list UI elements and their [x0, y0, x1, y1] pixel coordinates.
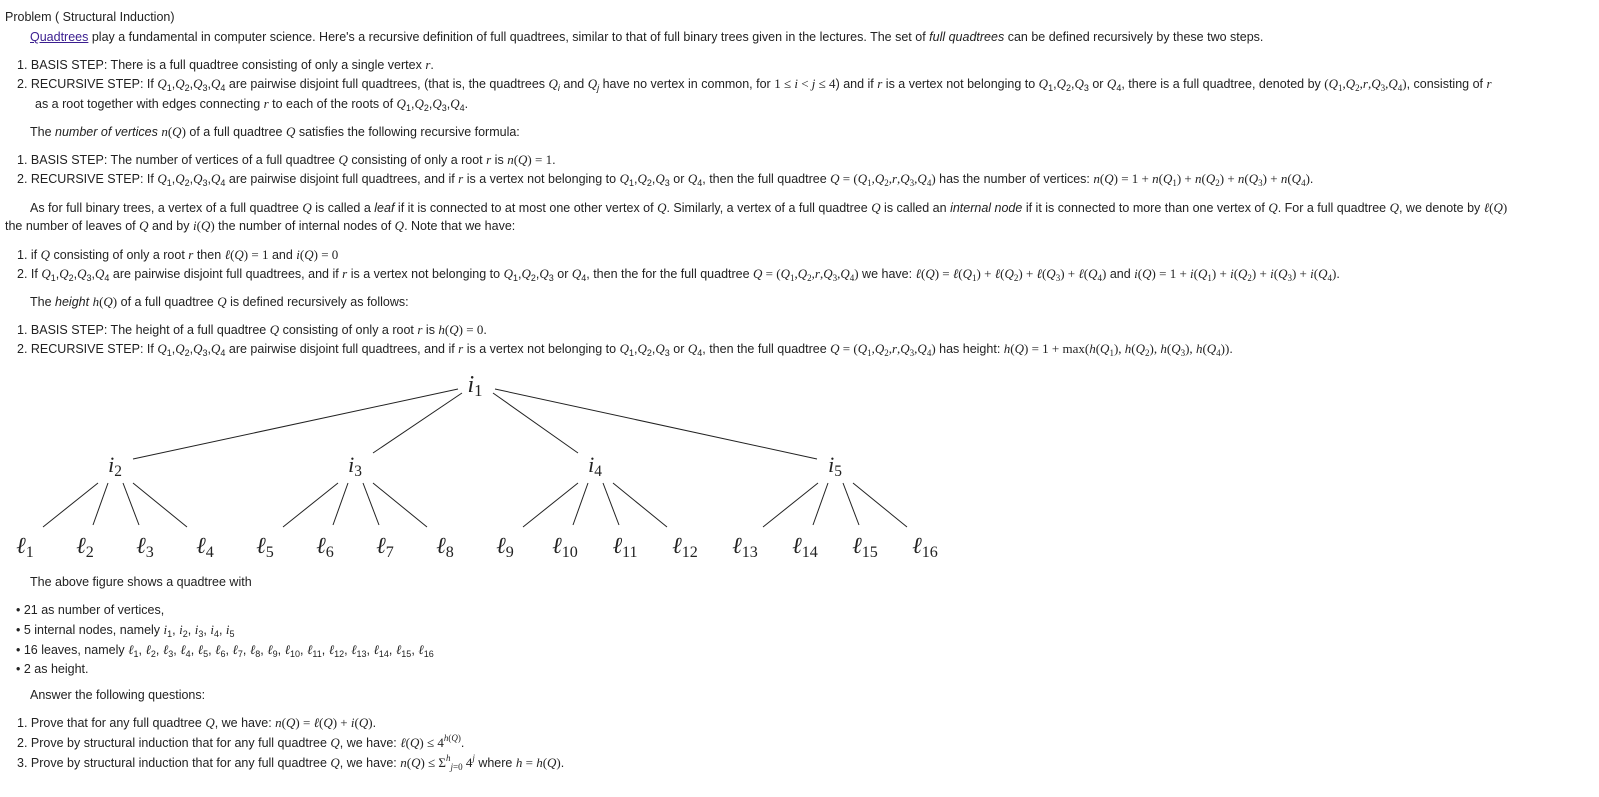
edge-root-i4	[493, 393, 578, 453]
edge-i2-leaf4	[133, 483, 187, 527]
edge-root-i5	[495, 389, 817, 459]
edge-i3-leaf7	[363, 483, 379, 525]
edge-i4-leaf12	[613, 483, 667, 527]
question-1-render: 1. Prove that for any full quadtree Q, we have: n(Q) = ℓ(Q) + i(Q).	[17, 715, 377, 730]
leaves-item-2-render: 2. If $Q_1,Q_2,Q_3,Q_4$ are pairwise disjoint full quadtrees, and if r is a vertex not belonging to $Q_1,Q_2,Q_3$ or $Q_4$, then the for the full quadtree $Q = (Q_1,Q_2,r,Q_3,Q_4)$ we have: ℓ(Q) = $\ell(Q_1)$ + $\ell(Q_2)$ + $\ell(Q_3)$ + $\ell(Q_4)$ and $i(Q) = 1 + i(Q_1) + i(Q_2) + i(Q_3) + i(Q_4)$.	[17, 266, 1340, 283]
summary-item-internal: • 5 internal nodes, namely $i_1$, $i_2$, $i_3$, $i_4$, $i_5$	[16, 622, 235, 639]
node-leaf-4: ℓ4	[196, 533, 214, 561]
node-leaf-6: ℓ6	[316, 533, 334, 561]
tree-labels	[16, 372, 938, 561]
node-root: i1	[467, 372, 483, 400]
summary-intro: The above figure shows a quadtree with	[30, 575, 252, 589]
node-leaf-1: ℓ1	[16, 533, 34, 561]
summary-item-leaves: • 16 leaves, namely ℓ$_1$, ℓ$_2$, ℓ$_3$, ℓ$_4$, ℓ$_5$, ℓ$_6$, ℓ$_7$, ℓ$_8$, ℓ$_9$, ℓ$_{10}$, ℓ$_{11}$, ℓ$_{12}$, ℓ$_{13}$, ℓ$_{14}$, ℓ$_{15}$, ℓ$_{16}$	[16, 642, 434, 659]
node-internal-3: i3	[348, 452, 362, 480]
height-intro-render: The height h(Q) of a full quadtree Q is defined recursively as follows:	[30, 294, 409, 309]
edge-i3-leaf6	[333, 483, 348, 525]
summary-list	[16, 601, 434, 679]
vertices-intro-render: The number of vertices n(Q) of a full quadtree Q satisfies the following recursive formula:	[30, 124, 520, 139]
edge-root-i3	[373, 393, 462, 453]
vertices-basis-render: 1. BASIS STEP: The number of vertices of a full quadtree Q consisting of only a root r is n(Q) = 1.	[17, 152, 556, 167]
node-leaf-5: ℓ5	[256, 533, 274, 561]
node-leaf-15: ℓ15	[852, 533, 878, 561]
summary-item-height: • 2 as height.	[16, 662, 89, 676]
def-recursive-step-render: 2. RECURSIVE STEP: If $Q_1,Q_2,Q_3,Q_4$ are pairwise disjoint full quadtrees, (that is, the quadtrees $Q_i$ and $Q_j$ have no vertex in common, for 1 ≤ i < j ≤ 4) and if r is a vertex not belonging to $Q_1,Q_2,Q_3$ or $Q_4$, there is a full quadtree, denoted by $(Q_1,Q_2,r,Q_3,Q_4)$, consisting of r	[17, 76, 1492, 93]
node-leaf-8: ℓ8	[436, 533, 454, 561]
edge-i5-leaf15	[843, 483, 859, 525]
edge-i2-leaf3	[123, 483, 139, 525]
node-leaf-16: ℓ16	[912, 533, 938, 561]
intro-text-1: play a fundamental in computer science. Here's a recursive definition of full quadtrees, similar to that of full binary trees given in the lectures. The set of	[88, 30, 930, 44]
def-basis-step-render: 1. BASIS STEP: There is a full quadtree consisting of only a single vertex r.	[17, 57, 434, 72]
node-internal-2: i2	[108, 452, 122, 480]
edge-i4-leaf10	[573, 483, 588, 525]
def-recursive-step-render-2: as a root together with edges connecting r to each of the roots of $Q_1,Q_2,Q_3,Q_4$.	[35, 96, 469, 113]
height-rec-render: 2. RECURSIVE STEP: If $Q_1,Q_2,Q_3,Q_4$ are pairwise disjoint full quadtrees, and if r is a vertex not belonging to $Q_1,Q_2,Q_3$ or $Q_4$, then the full quadtree $Q = (Q_1,Q_2,r,Q_3,Q_4)$ has height: $h(Q) = 1 + \max(h(Q_1)$, $h(Q_2)$, $h(Q_3)$, $h(Q_4)$).	[17, 341, 1233, 358]
question-2-render: 2. Prove by structural induction that for any full quadtree Q, we have: ℓ(Q) ≤ $4^{h(Q)}$.	[17, 733, 465, 750]
edge-i3-leaf8	[373, 483, 427, 527]
leaves-item-1-render: 1. if Q consisting of only a root r then ℓ(Q) = 1 and i(Q) = 0	[17, 247, 339, 262]
questions-intro: Answer the following questions:	[30, 688, 206, 702]
vertices-rec-render: 2. RECURSIVE STEP: If $Q_1,Q_2,Q_3,Q_4$ are pairwise disjoint full quadtrees, and if r is a vertex not belonging to $Q_1,Q_2,Q_3$ or $Q_4$, then the full quadtree $Q = (Q_1,Q_2,r,Q_3,Q_4)$ has the number of vertices: $n(Q) = 1 + n(Q_1) + n(Q_2) + n(Q_3) + n(Q_4)$.	[17, 171, 1314, 188]
node-leaf-14: ℓ14	[792, 533, 818, 561]
edge-i2-leaf1	[43, 483, 98, 527]
edge-i5-leaf16	[853, 483, 907, 527]
node-leaf-12: ℓ12	[672, 533, 698, 561]
leaves-paragraph-render: As for full binary trees, a vertex of a full quadtree Q is called a leaf if it is connected to at most one other vertex of Q. Similarly, a vertex of a full quadtree Q is called an internal node if it is connected to more than one vertex of Q. For a full quadtree Q, we denote by ℓ(Q) the number of leaves of Q and by i(Q) the number of internal nodes of Q. Note that we have:	[5, 200, 1508, 233]
edge-i4-leaf11	[603, 483, 619, 525]
summary-item-vertices: • 21 as number of vertices,	[16, 603, 165, 617]
node-leaf-7: ℓ7	[376, 533, 394, 561]
node-internal-5: i5	[828, 452, 842, 480]
intro-emphasis: full quadtrees	[929, 30, 1005, 44]
edge-root-i2	[133, 389, 458, 459]
edge-i4-leaf9	[523, 483, 578, 527]
intro-paragraph	[30, 29, 1263, 46]
height-basis-render: 1. BASIS STEP: The height of a full quadtree Q consisting of only a root r is h(Q) = 0.	[17, 322, 487, 337]
edge-i5-leaf14	[813, 483, 828, 525]
edge-i3-leaf5	[283, 483, 338, 527]
quadtrees-link[interactable]: Quadtrees	[30, 30, 89, 44]
edge-i2-leaf2	[93, 483, 108, 525]
node-leaf-3: ℓ3	[136, 533, 154, 561]
edge-i5-leaf13	[763, 483, 818, 527]
tree-edges	[43, 389, 907, 527]
quadtree-figure	[0, 362, 960, 567]
intro-text-2: can be defined recursively by these two steps.	[1004, 30, 1264, 44]
node-leaf-11: ℓ11	[612, 533, 638, 561]
node-internal-4: i4	[588, 452, 602, 480]
node-leaf-2: ℓ2	[76, 533, 94, 561]
question-3-render: 3. Prove by structural induction that for any full quadtree Q, we have: $n(Q) \le \Sigma^h_{j=0}$ 4$^j$ where h = h(Q).	[17, 753, 565, 772]
node-leaf-13: ℓ13	[732, 533, 758, 561]
node-leaf-10: ℓ10	[552, 533, 578, 561]
problem-title: Problem ( Structural Induction)	[5, 10, 175, 24]
node-leaf-9: ℓ9	[496, 533, 514, 561]
